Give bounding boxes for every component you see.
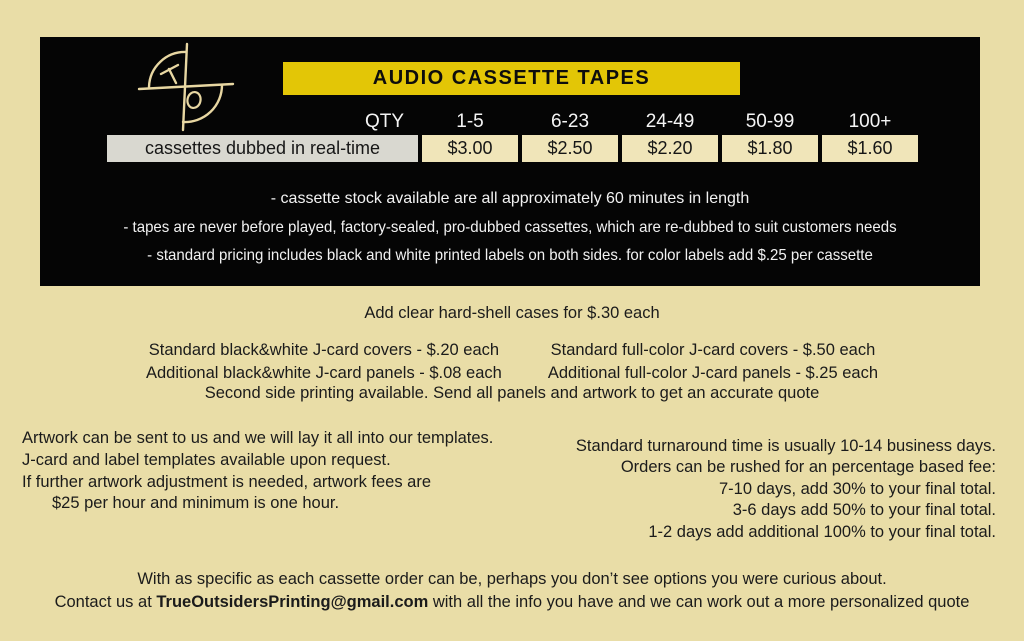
price-cell: $1.60 — [822, 135, 918, 162]
price-cell: $2.50 — [522, 135, 618, 162]
hard-shell-cases-line: Add clear hard-shell cases for $.30 each — [364, 304, 660, 322]
price-cell: $2.20 — [622, 135, 718, 162]
pricing-table-header — [107, 108, 918, 135]
pricing-table-row — [107, 135, 918, 162]
artwork-line: If further artwork adjustment is needed, artwork fees are — [22, 472, 432, 491]
artwork-line: $25 per hour and minimum is one hour. — [52, 494, 340, 513]
tier-header: 6-23 — [550, 111, 590, 132]
price-cell: $1.80 — [722, 135, 818, 162]
artwork-line: J-card and label templates available upon request. — [22, 450, 391, 469]
contact-info — [0, 568, 1024, 614]
banner-title: AUDIO CASSETTE TAPES — [283, 62, 740, 95]
turnaround-line: 7-10 days, add 30% to your final total. — [718, 479, 996, 498]
note-line: - standard pricing includes black and white printed labels on both sides. for color labels add $.25 per cassette — [147, 247, 873, 264]
artwork-line: Artwork can be sent to us and we will lay it all into our templates. — [22, 429, 494, 447]
second-side-printing-line: Second side printing available. Send all panels and artwork to get an accurate quote — [204, 384, 820, 402]
jcard-pricing — [0, 339, 1024, 384]
contact-email: TrueOutsidersPrinting@gmail.com — [156, 593, 429, 611]
turnaround-line: 1-2 days add additional 100% to your final total. — [648, 522, 996, 541]
panel-notes — [40, 185, 980, 271]
jcard-color-column — [548, 339, 878, 384]
jcard-bw-column — [146, 339, 502, 384]
note-line: - cassette stock available are all approximately 60 minutes in length — [270, 190, 750, 207]
contact-line2 — [0, 591, 1024, 614]
tier-header: 24-49 — [645, 111, 695, 132]
turnaround-line: 3-6 days add 50% to your final total. — [732, 501, 996, 520]
qty-header: QTY — [364, 111, 404, 132]
contact-suffix: with all the info you have and we can work out a more personalized quote — [428, 593, 970, 611]
jcard-line: Additional black&white J-card panels - $.08 each — [145, 363, 502, 382]
turnaround-line: Orders can be rushed for an percentage based fee: — [620, 458, 996, 477]
row-label: cassettes dubbed in real-time — [107, 135, 418, 162]
jcard-line: Standard black&white J-card covers - $.20 each — [148, 341, 500, 359]
jcard-line: Additional full-color J-card panels - $.25 each — [547, 363, 879, 382]
tier-header: 1-5 — [456, 111, 484, 132]
artwork-info — [22, 428, 493, 515]
contact-prefix: Contact us at — [54, 593, 157, 611]
price-cell: $3.00 — [422, 135, 518, 162]
turnaround-info — [576, 436, 996, 543]
pricing-panel — [40, 37, 980, 286]
tier-header: 50-99 — [745, 111, 795, 132]
tier-header: 100+ — [848, 111, 892, 132]
turnaround-line: Standard turnaround time is usually 10-14 business days. — [575, 437, 996, 455]
contact-line1: With as specific as each cassette order can be, perhaps you don’t see options you were curious about. — [137, 570, 887, 588]
note-line: - tapes are never before played, factory-sealed, pro-dubbed cassettes, which are re-dubbed to suit customers needs — [123, 218, 897, 236]
jcard-line: Standard full-color J-card covers - $.50 each — [550, 341, 876, 359]
